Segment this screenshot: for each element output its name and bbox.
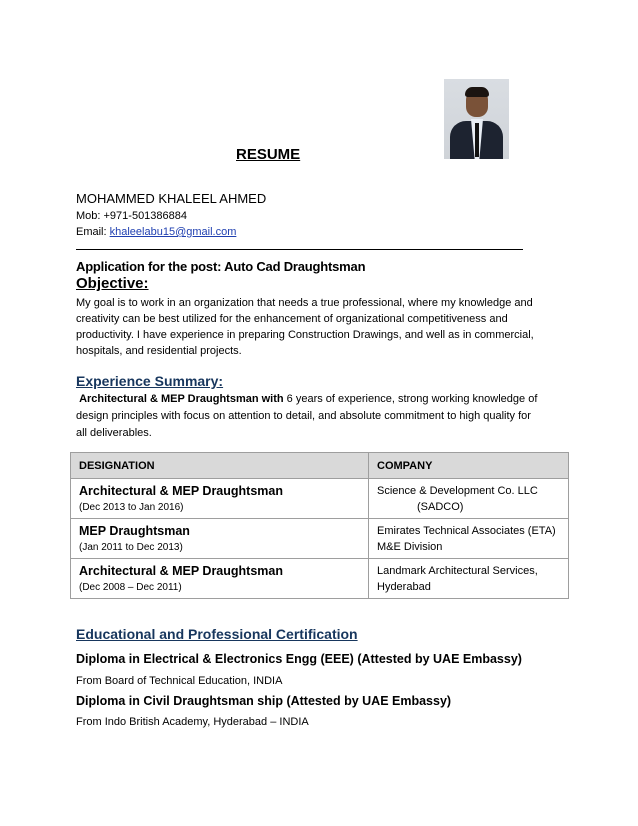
company-name: Emirates Technical Associates (ETA) (377, 525, 556, 537)
experience-table (70, 452, 569, 599)
photo-tie (475, 123, 479, 157)
objective-heading: Objective: (76, 275, 149, 292)
experience-role: Architectural & MEP Draughtsman with (79, 393, 284, 405)
objective-text (76, 295, 562, 359)
objective-line: hospitals, and residential projects. (76, 345, 242, 357)
divider-line (76, 249, 523, 250)
designation-title: MEP Draughtsman (79, 524, 190, 538)
profile-photo (444, 79, 509, 159)
designation-period: (Dec 2013 to Jan 2016) (79, 502, 184, 513)
designation-title: Architectural & MEP Draughtsman (79, 564, 283, 578)
email-label: Email: (76, 226, 110, 238)
designation-cell (71, 479, 369, 519)
designation-header: DESIGNATION (71, 453, 369, 479)
experience-text: Architectural & MEP Draughtsman with 6 years of experience, strong working knowledge of design principles with focus on attention to detail, and absolute commitment to high quality for all deliverables. (76, 391, 564, 442)
designation-cell (71, 559, 369, 599)
company-name: Science & Development Co. LLC (377, 485, 538, 497)
objective-line: creativity can be best utilized for the enhancement of organizational competitiveness and (76, 313, 508, 325)
designation-cell (71, 519, 369, 559)
table-header-row (71, 453, 569, 479)
mobile-number: Mob: +971-501386884 (76, 210, 188, 222)
designation-period: (Jan 2011 to Dec 2013) (79, 542, 183, 553)
designation-title: Architectural & MEP Draughtsman (79, 484, 283, 498)
diploma-civil-institute: From Indo British Academy, Hyderabad – INDIA (76, 716, 309, 728)
diploma-civil: Diploma in Civil Draughtsman ship (Attested by UAE Embassy) (76, 694, 452, 708)
experience-line: all deliverables. (76, 427, 152, 439)
table-row (71, 479, 569, 519)
candidate-name: MOHAMMED KHALEEL AHMED (76, 191, 267, 206)
email-link[interactable]: khaleelabu15@gmail.com (109, 226, 237, 238)
diploma-eee-institute: From Board of Technical Education, INDIA (76, 675, 283, 687)
objective-line: My goal is to work in an organization that needs a true professional, where my knowledge and (76, 297, 533, 309)
education-heading: Educational and Professional Certification (76, 626, 358, 642)
company-cell (369, 479, 569, 519)
company-detail: Hyderabad (377, 581, 431, 593)
diploma-eee: Diploma in Electrical & Electronics Engg (EEE) (Attested by UAE Embassy) (76, 652, 522, 666)
table-row (71, 519, 569, 559)
resume-title: RESUME (236, 146, 301, 163)
objective-line: productivity. I have experience in preparing Construction Drawings, and well as in commercial, (76, 329, 534, 341)
table-row (71, 559, 569, 599)
company-detail: (SADCO) (417, 501, 464, 513)
designation-period: (Dec 2008 – Dec 2011) (79, 582, 182, 593)
application-post: Application for the post: Auto Cad Draughtsman (76, 259, 366, 274)
company-detail: M&E Division (377, 541, 443, 553)
experience-line: design principles with focus on attention to detail, and absolute commitment to high quality for (76, 410, 531, 422)
photo-hair (465, 87, 489, 97)
experience-heading: Experience Summary: (76, 373, 224, 389)
company-header: COMPANY (369, 453, 569, 479)
email-line (76, 226, 236, 238)
company-name: Landmark Architectural Services, (377, 565, 538, 577)
company-cell (369, 559, 569, 599)
company-cell (369, 519, 569, 559)
